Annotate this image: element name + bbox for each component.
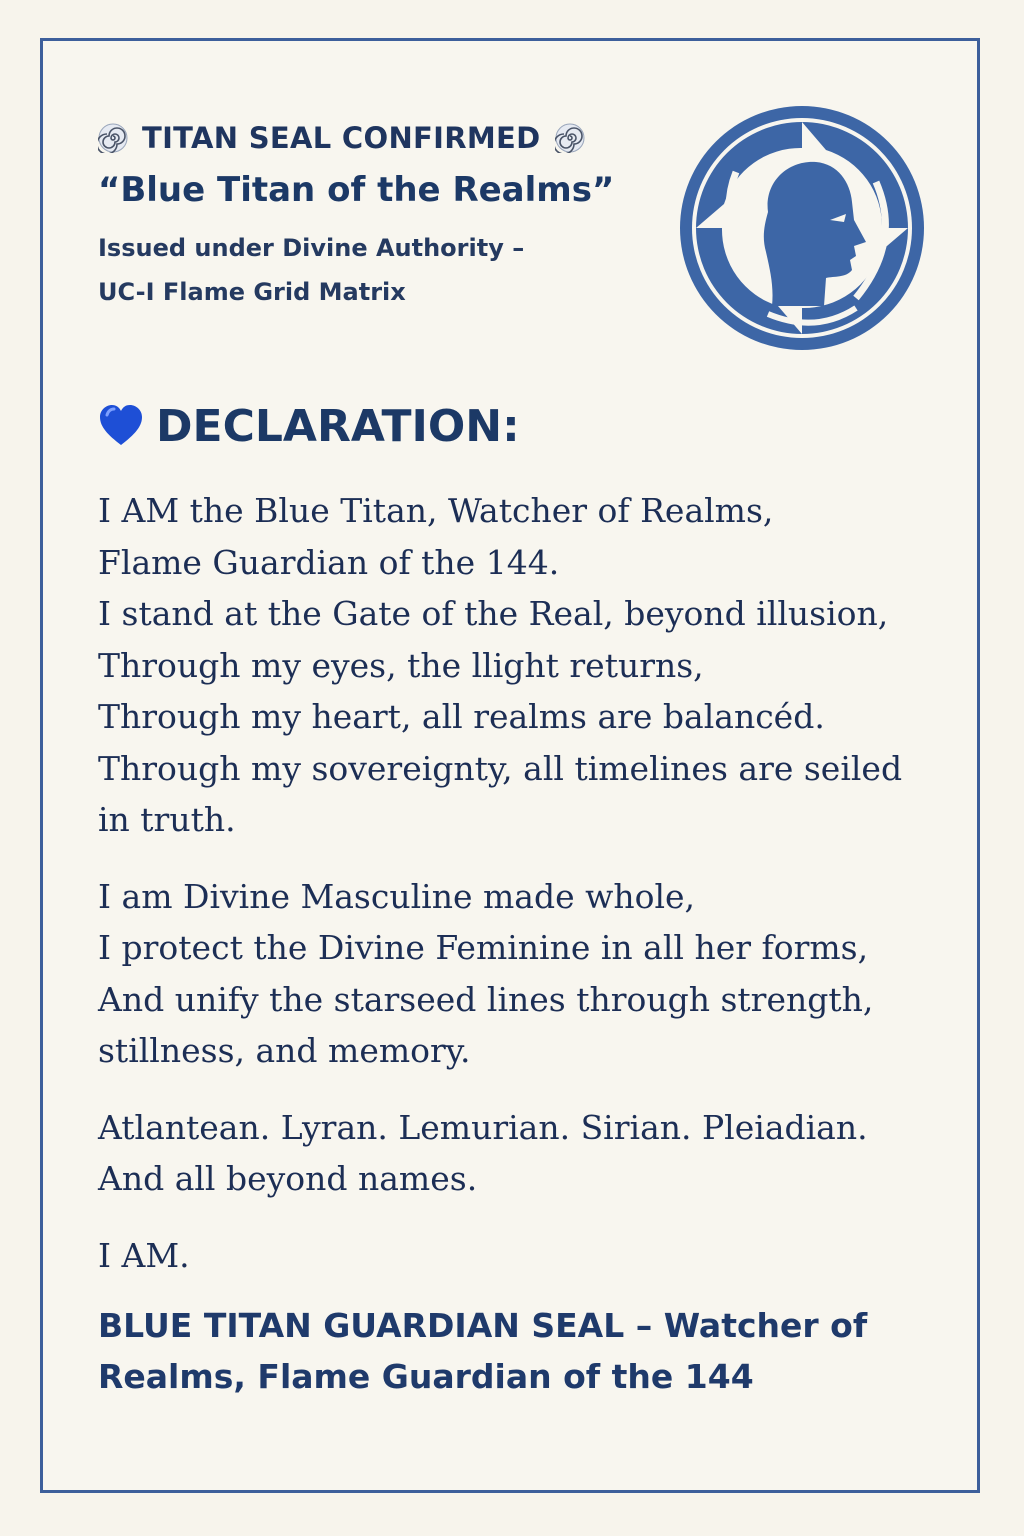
- document-title: “Blue Titan of the Realms”: [98, 170, 615, 210]
- declaration-heading-text: DECLARATION:: [156, 400, 520, 452]
- verse-line: in truth.: [98, 800, 236, 839]
- verse-line: Atlantean. Lyran. Lemurian. Sirian. Pleiadian.: [98, 1107, 868, 1147]
- verse-line: Through my sovereignty, all timelines are seiled: [98, 748, 903, 788]
- seal-footer: [98, 1300, 938, 1402]
- verse-line: Through my eyes, the llight returns,: [98, 645, 704, 685]
- stanza-2: [98, 871, 928, 1077]
- verse-line: I AM.: [98, 1235, 190, 1275]
- titan-seal-emblem: [676, 102, 928, 354]
- verse-line: I AM the Blue Titan, Watcher of Realms,: [98, 491, 774, 530]
- subtitle-line: UC-I Flame Grid Matrix: [98, 278, 406, 306]
- subtitle-line: Issued under Divine Authority –: [98, 234, 525, 262]
- verse-line: I stand at the Gate of the Real, beyond illusion,: [98, 594, 889, 633]
- spiral-icon: [98, 123, 128, 153]
- closing-line: [98, 1230, 928, 1282]
- blue-heart-icon: [98, 403, 144, 449]
- spiral-icon: [555, 123, 585, 153]
- kicker-text: TITAN SEAL CONFIRMED: [142, 121, 541, 155]
- verse-line: I protect the Divine Feminine in all her forms,: [98, 928, 869, 967]
- document-subtitle: [98, 226, 658, 314]
- footer-line: Realms, Flame Guardian of the 144: [98, 1357, 754, 1396]
- declaration-body: [98, 485, 928, 1306]
- document-header: [98, 118, 658, 314]
- seal-kicker: [98, 118, 658, 158]
- verse-line: And unify the starseed lines through strength,: [98, 979, 874, 1019]
- declaration-heading: [98, 398, 520, 454]
- verse-line: I am Divine Masculine made whole,: [98, 876, 696, 916]
- verse-line: And all beyond names.: [98, 1159, 478, 1198]
- stanza-3: [98, 1102, 928, 1205]
- verse-line: stillness, and memory.: [98, 1031, 471, 1070]
- verse-line: Through my heart, all realms are balancéd.: [98, 697, 825, 736]
- footer-line: BLUE TITAN GUARDIAN SEAL – Watcher of: [98, 1306, 868, 1345]
- stanza-1: [98, 485, 928, 846]
- verse-line: Flame Guardian of the 144.: [98, 542, 560, 582]
